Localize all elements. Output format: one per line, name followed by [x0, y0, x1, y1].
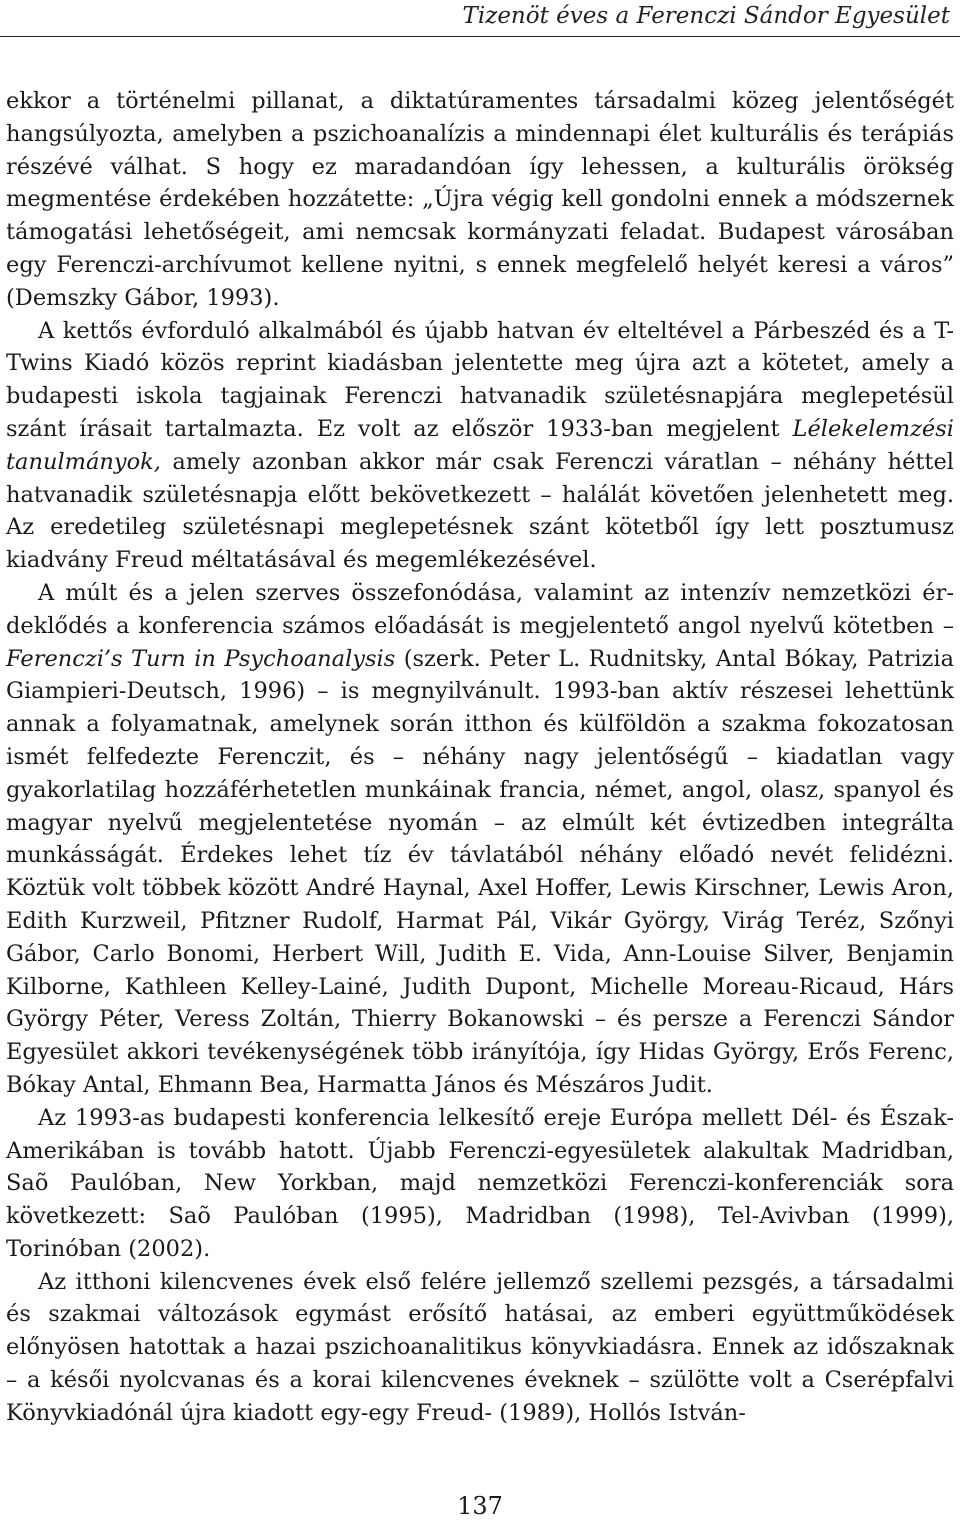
- paragraph: [6, 1266, 954, 1430]
- paragraph-text: A múlt és a jelen szerves összefonódása, valamint az intenzív nemzetközi érdeklődés a konferencia számos előadását is megjelentető angol nyelvű kötetben –: [6, 579, 954, 639]
- paragraph-text: A kettős évforduló alkalmából és újabb hatvan év elteltével a Párbeszéd és a T-Twins Kiadó közös reprint kiadásban jelentette meg újra azt a kötetet, amely a budapesti iskola tagjainak Ferenczi hatvanadik születésnapjára meglepetésül szánt írásait tartalmazta. Ez volt az először 1933-ban megjelent: [6, 317, 954, 442]
- running-title: Tizenöt éves a Ferenczi Sándor Egyesület: [462, 3, 950, 29]
- page-number: 137: [457, 1492, 503, 1520]
- book-title-italic: Ferenczi’s Turn in Psychoanalysis: [6, 645, 396, 672]
- paragraph-text: (szerk. Peter L. Rudnitsky, Antal Bókay, Patrizia Giampieri-Deutsch, 1996) – is megnyilvánult. 1993-ban aktív részesei lehettünk annak a folyamatnak, amelynek során itthon és külföldön a szakma fokozatosan ismét felfedezte Ferenczit, és – néhány nagy jelentőségű – kiadatlan vagy gyakorlatilag hozzáférhetetlen munkáinak francia, német, angol, olasz, spanyol és magyar nyelvű megjelentetése nyomán – az elmúlt két évtizedben integrálta munkásságát. Érdekes lehet tíz év távlatából néhány előadó nevét felidézni. Köztük volt többek között André Haynal, Axel Hoffer, Lewis Kirschner, Lewis Aron, Edith Kurzweil, Pfitzner Rudolf, Harmat Pál, Vikár György, Virág Teréz, Szőnyi Gábor, Carlo Bonomi, Herbert Will, Judith E. Vida, Ann-Louise Silver, Benjamin Kilborne, Kathleen Kelley-Lainé, Judith Dupont, Michelle Moreau-Ricaud, Hárs György Péter, Veress Zoltán, Thierry Bokanowski – és persze a Ferenczi Sándor Egyesület akkori tevékenységének több irányítója, így Hidas György, Erős Ferenc, Bókay Antal, Ehmann Bea, Harmatta János és Mészáros Judit.: [6, 645, 954, 1098]
- paragraph-text: Az 1993-as budapesti konferencia lelkesítő ereje Európa mellett Dél- és Észak-Amerikában is tovább hatott. Újabb Ferenczi-egyesületek alakultak Madridban, Saõ Paulóban, New Yorkban, majd nemzetközi Ferenczi-konferenciák sora következett: Saõ Paulóban (1995), Madridban (1998), Tel-Avivban (1999), Torinóban (2002).: [6, 1104, 954, 1262]
- body-text: [6, 85, 954, 1430]
- paragraph: [6, 577, 954, 1102]
- book-title-italic: Lélekelemzési tanulmányok,: [6, 415, 954, 475]
- paragraph: [6, 1102, 954, 1266]
- paragraph: [6, 85, 954, 315]
- paragraph-text: ekkor a történelmi pillanat, a diktatúramentes társadalmi közeg jelentőségét hangsúlyozta, amelyben a pszichoanalízis a mindennapi élet kulturális és terápiás részévé válhat. S hogy ez maradandóan így lehessen, a kulturális örökség megmentése érdekében hozzátette: „Újra végig kell gondolni ennek a módszernek támogatási lehetőségeit, ami nemcsak kormányzati feladat. Budapest városában egy Ferenczi-archívumot kellene nyitni, s ennek megfelelő helyét keresi a város” (Demszky Gábor, 1993).: [6, 88, 954, 311]
- paragraph-text: Az itthoni kilencvenes évek első felére jellemző szellemi pezsgés, a társadalmi és szakmai változások egymást erősítő hatásai, az emberi együttműködések előnyösen hatottak a hazai pszichoanalitikus könyvkiadásra. Ennek az időszaknak – a késői nyolcvanas és a korai kilencvenes éveknek – szülötte volt a Cserépfalvi Könyvkiadónál újra kiadott egy-egy Freud- (1989), Hollós István-: [6, 1268, 954, 1426]
- paragraph: [6, 315, 954, 577]
- running-header: [0, 0, 960, 37]
- paragraph-text: amely azonban akkor már csak Ferenczi váratlan – néhány héttel hatvanadik születésnapja előtt bekövetkezett – halálát követően jelenhetett meg. Az eredetileg születésnapi meglepetésnek szánt kötetből így lett posztumusz kiadvány Freud méltatásával és megemlékezésével.: [6, 448, 954, 574]
